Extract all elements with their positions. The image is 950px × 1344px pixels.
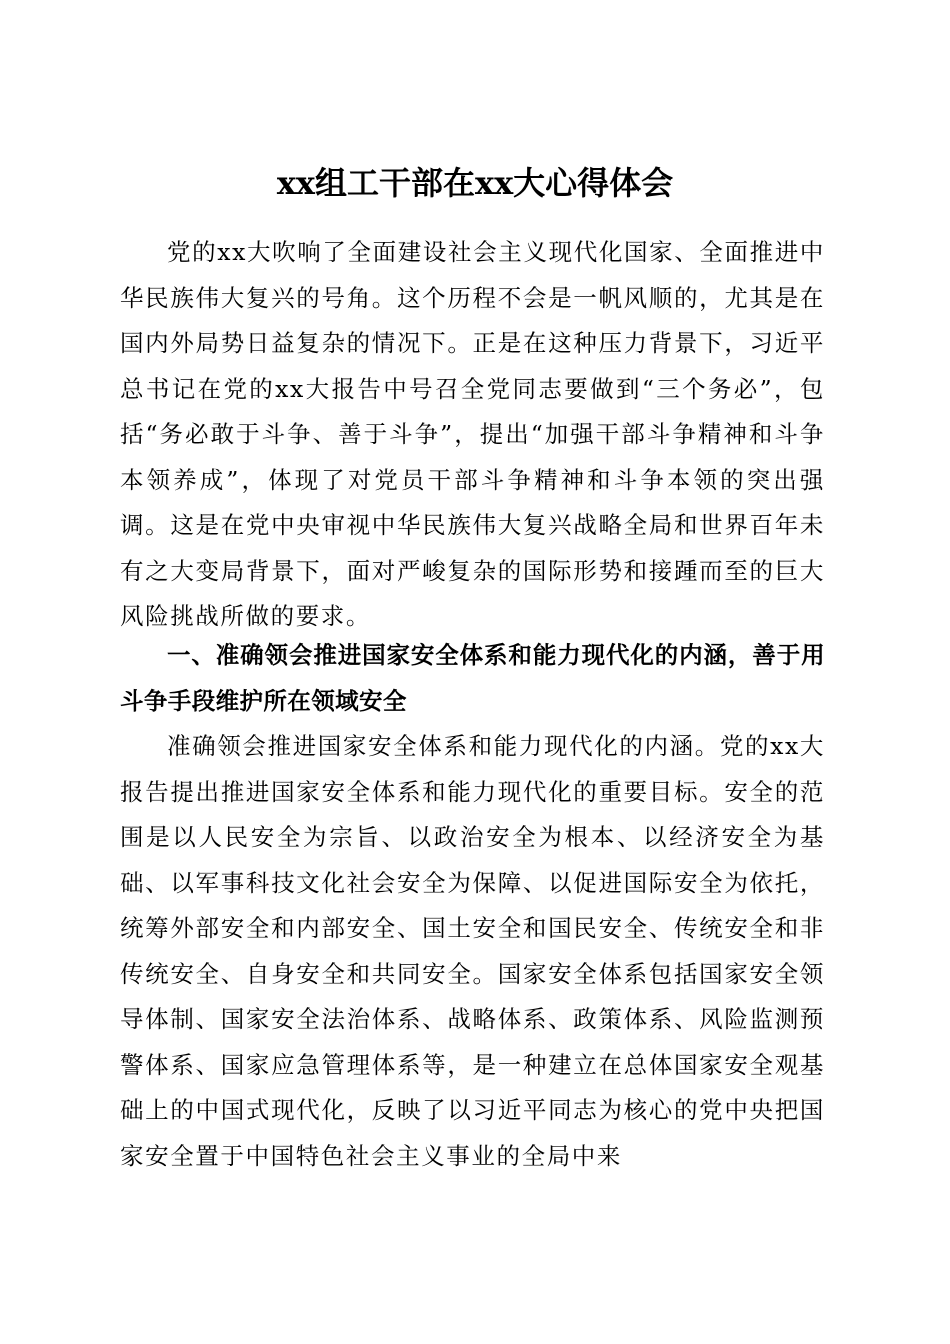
section-paragraph: 准确领会推进国家安全体系和能力现代化的内涵。党的xx大报告提出推进国家安全体系和能力现代化的重要目标。安全的范围是以人民安全为宗旨、以政治安全为根本、以经济安全为基础、以军事科技文化社会安全为保障、以促进国际安全为依托，统筹外部安全和内部安全、国土安全和国民安全、传统安全和非传统安全、自身安全和共同安全。国家安全体系包括国家安全领导体制、国家安全法治体系、战略体系、政策体系、风险监测预警体系、国家应急管理体系等，是一种建立在总体国家安全观基础上的中国式现代化，反映了以习近平同志为核心的党中央把国家安全置于中国特色社会主义事业的全局中来 <box>120 732 825 1170</box>
section-heading: 一、准确领会推进国家安全体系和能力现代化的内涵，善于用斗争手段维护所在领域安全 <box>120 641 825 715</box>
document-title: xx组工干部在xx大心得体会 <box>276 164 674 203</box>
intro-paragraph: 党的xx大吹响了全面建设社会主义现代化国家、全面推进中华民族伟大复兴的号角。这个历程不会是一帆风顺的，尤其是在国内外局势日益复杂的情况下。正是在这种压力背景下，习近平总书记在党的xx大报告中号召全党同志要做到“三个务必”，包括“务必敢于斗争、善于斗争”，提出“加强干部斗争精神和斗争本领养成”，体现了对党员干部斗争精神和斗争本领的突出强调。这是在党中央审视中华民族伟大复兴战略全局和世界百年未有之大变局背景下，面对严峻复杂的国际形势和接踵而至的巨大风险挑战所做的要求。 <box>120 238 825 630</box>
